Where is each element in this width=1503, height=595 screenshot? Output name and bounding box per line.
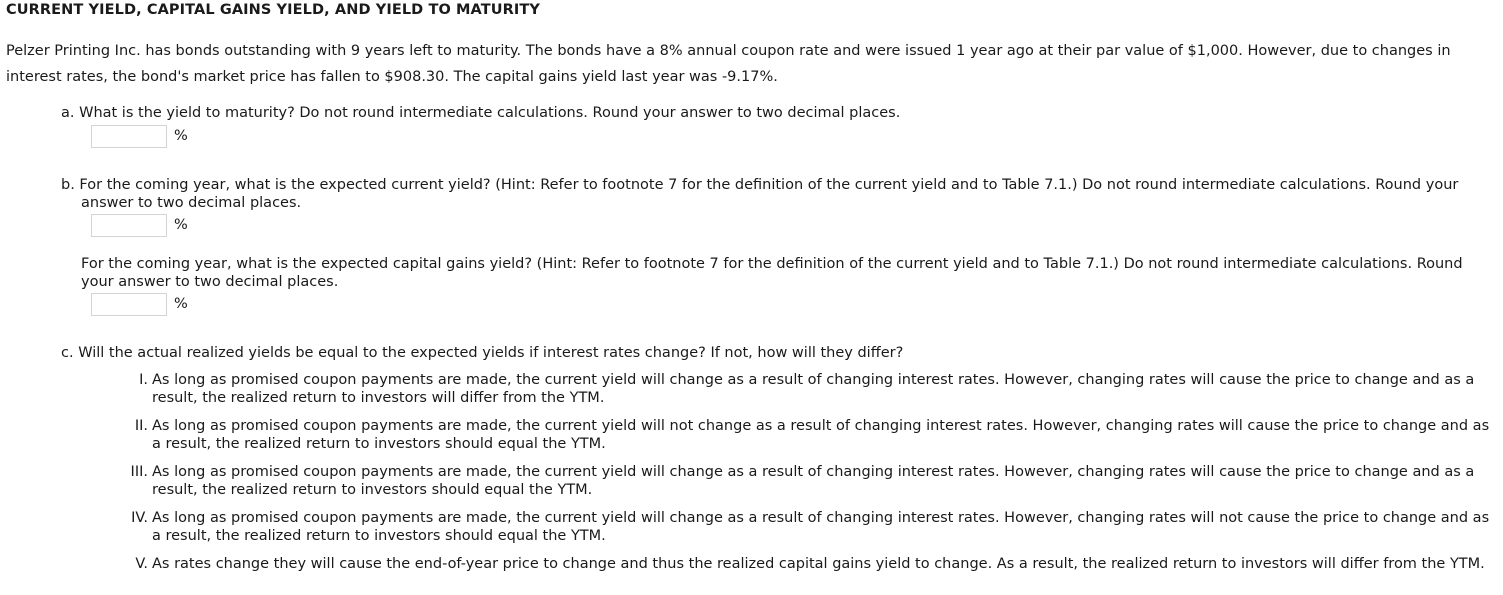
- option-text: As long as promised coupon payments are made, the current yield will not change as a result of changing interest rates. However, changing rates will cause the price to change and as a result, the realized return to investors should equal the YTM.: [152, 418, 1490, 452]
- question-a-answer-row: [91, 124, 188, 148]
- percent-unit: %: [174, 128, 188, 144]
- answer-options-list: [122, 371, 1497, 583]
- percent-unit: %: [174, 296, 188, 312]
- answer-option-ii[interactable]: [122, 417, 1497, 453]
- option-numeral: II.: [134, 418, 148, 434]
- question-b-capital-gains-yield-answer-row: [91, 292, 188, 316]
- page-title: CURRENT YIELD, CAPITAL GAINS YIELD, AND YIELD TO MATURITY: [6, 2, 540, 18]
- option-text: As rates change they will cause the end-of-year price to change and thus the realized capital gains yield to change. As a result, the realized return to investors will differ from the YTM.: [152, 556, 1485, 572]
- current-yield-answer-input[interactable]: [91, 214, 167, 237]
- question-b-current-yield-label: b. For the coming year, what is the expected current yield? (Hint: Refer to footnote 7 for the definition of the current yield and to Table 7.1.) Do not round intermediate calculations. Round your answer to two decimal places.: [61, 177, 1459, 211]
- option-text: As long as promised coupon payments are made, the current yield will change as a result of changing interest rates. However, changing rates will cause the price to change and as a result, the realized return to investors should equal the YTM.: [152, 464, 1475, 498]
- option-text: As long as promised coupon payments are made, the current yield will change as a result of changing interest rates. However, changing rates will cause the price to change and as a result, the realized return to investors will differ from the YTM.: [152, 372, 1475, 406]
- capital-gains-yield-answer-input[interactable]: [91, 293, 167, 316]
- option-numeral: IV.: [131, 510, 148, 526]
- answer-option-iv[interactable]: [122, 509, 1497, 545]
- question-b-current-yield-answer-row: [91, 213, 188, 237]
- option-numeral: V.: [135, 556, 148, 572]
- option-numeral: III.: [130, 464, 148, 480]
- question-a-label: a. What is the yield to maturity? Do not round intermediate calculations. Round your answer to two decimal places.: [61, 105, 901, 121]
- question-c-label: c. Will the actual realized yields be equal to the expected yields if interest rates change? If not, how will they differ?: [61, 345, 904, 361]
- answer-option-iii[interactable]: [122, 463, 1497, 499]
- answer-option-v[interactable]: [122, 555, 1497, 573]
- problem-statement: Pelzer Printing Inc. has bonds outstanding with 9 years left to maturity. The bonds have a 8% annual coupon rate and were issued 1 year ago at their par value of $1,000. However, due to changes in interest rates, the bond's market price has fallen to $908.30. The capital gains yield last year was -9.17%.: [6, 43, 1451, 85]
- answer-option-i[interactable]: [122, 371, 1497, 407]
- option-text: As long as promised coupon payments are made, the current yield will change as a result of changing interest rates. However, changing rates will not cause the price to change and as a result, the realized return to investors should equal the YTM.: [152, 510, 1490, 544]
- ytm-answer-input[interactable]: [91, 125, 167, 148]
- percent-unit: %: [174, 217, 188, 233]
- option-numeral: I.: [139, 372, 148, 388]
- question-b-capital-gains-yield-label: For the coming year, what is the expected capital gains yield? (Hint: Refer to footnote 7 for the definition of the current yield and to Table 7.1.) Do not round intermediate calculations. Round your answer to two decimal places.: [81, 256, 1463, 290]
